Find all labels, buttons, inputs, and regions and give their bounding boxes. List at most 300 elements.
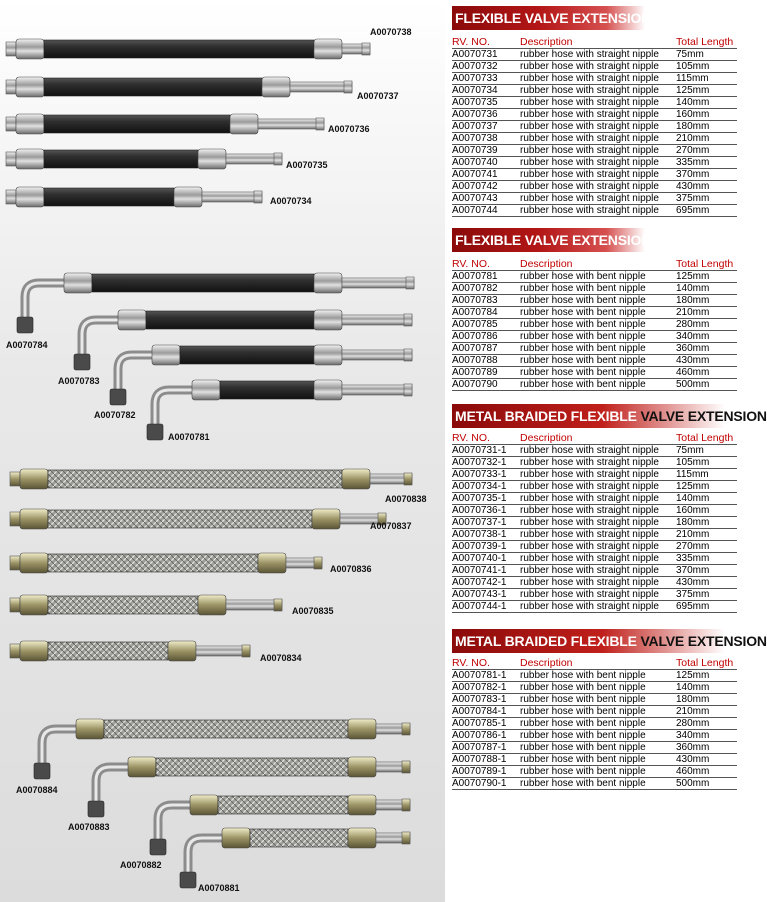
ferrule (190, 795, 218, 815)
description-cell: rubber hose with straight nipple (520, 49, 676, 61)
table-row (452, 271, 737, 283)
valve-cap (274, 599, 282, 611)
hose-body (220, 381, 314, 399)
ferrule (192, 380, 220, 400)
rv-no-cell: A0070784-1 (452, 706, 520, 718)
table-row (452, 283, 737, 295)
product-code: A0070883 (68, 822, 110, 832)
length-cell: 460mm (676, 367, 737, 379)
description-cell: rubber hose with straight nipple (520, 553, 676, 565)
rv-no-cell: A0070744 (452, 205, 520, 217)
ferrule (152, 345, 180, 365)
description-cell: rubber hose with straight nipple (520, 61, 676, 73)
section-braided-bent (452, 629, 767, 790)
section-title-b: VALVE EXTENSION (640, 633, 767, 649)
table-row (452, 694, 737, 706)
ferrule (222, 828, 250, 848)
product-code: A0070884 (16, 785, 58, 795)
table-row (452, 730, 737, 742)
table-row (452, 706, 737, 718)
table-row (452, 505, 737, 517)
description-cell: rubber hose with bent nipple (520, 742, 676, 754)
rv-no-cell: A0070784 (452, 307, 520, 319)
product-code: A0070835 (292, 606, 334, 616)
rv-no-cell: A0070788 (452, 355, 520, 367)
col-rv-no: RV. NO. (452, 37, 520, 49)
hose-body (44, 115, 230, 133)
length-cell: 140mm (676, 283, 737, 295)
valve-cap (402, 723, 410, 735)
length-cell: 360mm (676, 343, 737, 355)
hose-body (44, 188, 174, 206)
length-cell: 430mm (676, 181, 737, 193)
spec-table (452, 658, 737, 790)
length-cell: 695mm (676, 601, 737, 613)
length-cell: 210mm (676, 706, 737, 718)
rv-no-cell: A0070736-1 (452, 505, 520, 517)
col-rv-no: RV. NO. (452, 433, 520, 445)
valve-cap (406, 277, 414, 289)
length-cell: 105mm (676, 457, 737, 469)
table-row (452, 97, 737, 109)
table-row (452, 682, 737, 694)
valve-cap (402, 761, 410, 773)
rv-no-cell: A0070732-1 (452, 457, 520, 469)
rv-no-cell: A0070742-1 (452, 577, 520, 589)
ferrule (314, 380, 342, 400)
length-cell: 75mm (676, 445, 737, 457)
section-braided-straight (452, 404, 767, 613)
rv-no-cell: A0070732 (452, 61, 520, 73)
table-row (452, 742, 737, 754)
description-cell: rubber hose with straight nipple (520, 469, 676, 481)
end-nut (10, 512, 20, 526)
hose-body (44, 150, 198, 168)
valve-cap (242, 645, 250, 657)
table-row (452, 553, 737, 565)
valve-stem (342, 315, 412, 325)
description-cell: rubber hose with bent nipple (520, 670, 676, 682)
valve-cap (404, 473, 412, 485)
col-total-length: Total Length (676, 658, 737, 670)
hose-body (48, 642, 168, 660)
section-flexible-bent (452, 228, 737, 391)
table-row (452, 295, 737, 307)
section-title (452, 629, 767, 653)
table-row (452, 169, 737, 181)
hose-body (180, 346, 314, 364)
hose-body (218, 796, 348, 814)
valve-stem (258, 119, 324, 129)
description-cell: rubber hose with straight nipple (520, 481, 676, 493)
table-row (452, 193, 737, 205)
length-cell: 180mm (676, 121, 737, 133)
description-cell: rubber hose with bent nipple (520, 319, 676, 331)
table-row (452, 577, 737, 589)
product-code: A0070882 (120, 860, 162, 870)
rv-no-cell: A0070739-1 (452, 541, 520, 553)
product-code: A0070881 (198, 883, 240, 893)
end-nut (6, 42, 16, 56)
hose-body (146, 311, 314, 329)
end-nut (6, 117, 16, 131)
valve-cap (344, 81, 352, 93)
col-description: Description (520, 433, 676, 445)
length-cell: 370mm (676, 565, 737, 577)
length-cell: 280mm (676, 319, 737, 331)
rv-no-cell: A0070735-1 (452, 493, 520, 505)
rv-no-cell: A0070740 (452, 157, 520, 169)
description-cell: rubber hose with bent nipple (520, 307, 676, 319)
description-cell: rubber hose with straight nipple (520, 85, 676, 97)
length-cell: 160mm (676, 109, 737, 121)
length-cell: 140mm (676, 97, 737, 109)
table-row (452, 601, 737, 613)
length-cell: 115mm (676, 469, 737, 481)
valve-stem (342, 278, 414, 288)
product-code: A0070834 (260, 653, 302, 663)
rv-no-cell: A0070736 (452, 109, 520, 121)
spec-table (452, 259, 737, 391)
description-cell: rubber hose with bent nipple (520, 718, 676, 730)
table-row (452, 121, 737, 133)
length-cell: 140mm (676, 493, 737, 505)
section-title (452, 404, 767, 428)
length-cell: 460mm (676, 766, 737, 778)
description-cell: rubber hose with bent nipple (520, 766, 676, 778)
table-row (452, 718, 737, 730)
hose-body (92, 274, 314, 292)
table-row (452, 541, 737, 553)
description-cell: rubber hose with straight nipple (520, 109, 676, 121)
rv-no-cell: A0070733-1 (452, 469, 520, 481)
valve-stem (342, 350, 412, 360)
valve-stem (342, 385, 412, 395)
length-cell: 335mm (676, 157, 737, 169)
ferrule (20, 595, 48, 615)
description-cell: rubber hose with bent nipple (520, 355, 676, 367)
ferrule (118, 310, 146, 330)
table-row (452, 157, 737, 169)
description-cell: rubber hose with bent nipple (520, 271, 676, 283)
rv-no-cell: A0070741-1 (452, 565, 520, 577)
table-header-row (452, 37, 737, 49)
description-cell: rubber hose with bent nipple (520, 778, 676, 790)
description-cell: rubber hose with straight nipple (520, 73, 676, 85)
description-cell: rubber hose with straight nipple (520, 193, 676, 205)
length-cell: 160mm (676, 505, 737, 517)
table-row (452, 754, 737, 766)
hex-nut (110, 389, 126, 405)
table-row (452, 205, 737, 217)
length-cell: 125mm (676, 85, 737, 97)
description-cell: rubber hose with straight nipple (520, 505, 676, 517)
description-cell: rubber hose with bent nipple (520, 343, 676, 355)
description-cell: rubber hose with bent nipple (520, 379, 676, 391)
section-title: FLEXIBLE VALVE EXTENSION (452, 6, 645, 30)
ferrule (16, 39, 44, 59)
ferrule (342, 469, 370, 489)
rv-no-cell: A0070789 (452, 367, 520, 379)
end-nut (10, 472, 20, 486)
ferrule (20, 469, 48, 489)
description-cell: rubber hose with straight nipple (520, 181, 676, 193)
rv-no-cell: A0070737-1 (452, 517, 520, 529)
rv-no-cell: A0070743-1 (452, 589, 520, 601)
ferrule (16, 114, 44, 134)
rv-no-cell: A0070744-1 (452, 601, 520, 613)
rv-no-cell: A0070731 (452, 49, 520, 61)
table-row (452, 319, 737, 331)
table-row (452, 457, 737, 469)
ferrule (198, 595, 226, 615)
ferrule (314, 310, 342, 330)
hose-body (156, 758, 348, 776)
hose-body (250, 829, 348, 847)
length-cell: 270mm (676, 541, 737, 553)
ferrule (20, 641, 48, 661)
table-row (452, 670, 737, 682)
rv-no-cell: A0070742 (452, 181, 520, 193)
col-description: Description (520, 259, 676, 271)
ferrule (314, 345, 342, 365)
description-cell: rubber hose with straight nipple (520, 517, 676, 529)
description-cell: rubber hose with bent nipple (520, 331, 676, 343)
length-cell: 125mm (676, 670, 737, 682)
table-row (452, 379, 737, 391)
valve-cap (254, 191, 262, 203)
length-cell: 210mm (676, 529, 737, 541)
valve-cap (402, 832, 410, 844)
valve-cap (362, 43, 370, 55)
end-nut (6, 190, 16, 204)
description-cell: rubber hose with straight nipple (520, 589, 676, 601)
hex-nut (74, 354, 90, 370)
product-code: A0070784 (6, 340, 48, 350)
col-description: Description (520, 37, 676, 49)
table-row (452, 355, 737, 367)
description-cell: rubber hose with bent nipple (520, 754, 676, 766)
hex-nut (180, 872, 196, 888)
rv-no-cell: A0070781 (452, 271, 520, 283)
length-cell: 375mm (676, 589, 737, 601)
rv-no-cell: A0070733 (452, 73, 520, 85)
section-title-b: VALVE EXTENSION (640, 408, 767, 424)
table-row (452, 469, 737, 481)
description-cell: rubber hose with bent nipple (520, 295, 676, 307)
length-cell: 210mm (676, 307, 737, 319)
ferrule (312, 509, 340, 529)
end-nut (10, 598, 20, 612)
ferrule (76, 719, 104, 739)
description-cell: rubber hose with straight nipple (520, 445, 676, 457)
length-cell: 695mm (676, 205, 737, 217)
description-cell: rubber hose with straight nipple (520, 169, 676, 181)
table-row (452, 367, 737, 379)
section-flexible-straight (452, 6, 737, 217)
length-cell: 180mm (676, 517, 737, 529)
rv-no-cell: A0070781-1 (452, 670, 520, 682)
product-code: A0070736 (328, 124, 370, 134)
rv-no-cell: A0070783 (452, 295, 520, 307)
table-row (452, 517, 737, 529)
hex-nut (150, 839, 166, 855)
description-cell: rubber hose with straight nipple (520, 145, 676, 157)
section-title-a: METAL BRAIDED FLEXIBLE (455, 633, 641, 649)
hose-body (44, 40, 314, 58)
length-cell: 180mm (676, 694, 737, 706)
table-row (452, 61, 737, 73)
description-cell: rubber hose with straight nipple (520, 121, 676, 133)
ferrule (314, 39, 342, 59)
hose-body (48, 554, 258, 572)
description-cell: rubber hose with straight nipple (520, 541, 676, 553)
section-title-a: METAL BRAIDED FLEXIBLE (455, 408, 641, 424)
hose-body (44, 78, 262, 96)
end-nut (6, 152, 16, 166)
spec-table (452, 433, 737, 613)
length-cell: 335mm (676, 553, 737, 565)
description-cell: rubber hose with bent nipple (520, 730, 676, 742)
length-cell: 430mm (676, 754, 737, 766)
description-cell: rubber hose with bent nipple (520, 694, 676, 706)
rv-no-cell: A0070743 (452, 193, 520, 205)
table-header-row (452, 658, 737, 670)
table-row (452, 181, 737, 193)
table-row (452, 493, 737, 505)
rv-no-cell: A0070788-1 (452, 754, 520, 766)
product-code: A0070837 (370, 521, 412, 531)
ferrule (16, 187, 44, 207)
product-code: A0070738 (370, 27, 412, 37)
table-row (452, 481, 737, 493)
description-cell: rubber hose with straight nipple (520, 577, 676, 589)
valve-cap (404, 384, 412, 396)
valve-stem (226, 600, 282, 610)
ferrule (20, 553, 48, 573)
product-code: A0070737 (357, 91, 399, 101)
ferrule (348, 757, 376, 777)
end-nut (10, 556, 20, 570)
col-total-length: Total Length (676, 259, 737, 271)
end-nut (10, 644, 20, 658)
length-cell: 340mm (676, 730, 737, 742)
table-row (452, 331, 737, 343)
length-cell: 370mm (676, 169, 737, 181)
rv-no-cell: A0070786-1 (452, 730, 520, 742)
ferrule (230, 114, 258, 134)
section-title: FLEXIBLE VALVE EXTENSION (452, 228, 645, 252)
valve-cap (404, 349, 412, 361)
rv-no-cell: A0070782 (452, 283, 520, 295)
col-description: Description (520, 658, 676, 670)
length-cell: 375mm (676, 193, 737, 205)
product-code: A0070734 (270, 196, 312, 206)
table-header-row (452, 259, 737, 271)
rv-no-cell: A0070731-1 (452, 445, 520, 457)
valve-cap (316, 118, 324, 130)
length-cell: 280mm (676, 718, 737, 730)
valve-stem (290, 82, 352, 92)
ferrule (64, 273, 92, 293)
valve-cap (402, 799, 410, 811)
ferrule (128, 757, 156, 777)
ferrule (20, 509, 48, 529)
end-nut (6, 80, 16, 94)
table-row (452, 133, 737, 145)
product-code: A0070838 (385, 494, 427, 504)
description-cell: rubber hose with straight nipple (520, 133, 676, 145)
rv-no-cell: A0070786 (452, 331, 520, 343)
length-cell: 360mm (676, 742, 737, 754)
ferrule (198, 149, 226, 169)
table-row (452, 565, 737, 577)
rv-no-cell: A0070735 (452, 97, 520, 109)
rv-no-cell: A0070734-1 (452, 481, 520, 493)
ferrule (348, 795, 376, 815)
rv-no-cell: A0070739 (452, 145, 520, 157)
description-cell: rubber hose with straight nipple (520, 97, 676, 109)
ferrule (348, 719, 376, 739)
table-row (452, 307, 737, 319)
hex-nut (88, 801, 104, 817)
table-row (452, 73, 737, 85)
rv-no-cell: A0070740-1 (452, 553, 520, 565)
description-cell: rubber hose with straight nipple (520, 565, 676, 577)
rv-no-cell: A0070737 (452, 121, 520, 133)
length-cell: 105mm (676, 61, 737, 73)
rv-no-cell: A0070734 (452, 85, 520, 97)
rv-no-cell: A0070789-1 (452, 766, 520, 778)
hex-nut (147, 424, 163, 440)
col-rv-no: RV. NO. (452, 259, 520, 271)
col-rv-no: RV. NO. (452, 658, 520, 670)
hose-body (48, 510, 312, 528)
length-cell: 270mm (676, 145, 737, 157)
rv-no-cell: A0070785-1 (452, 718, 520, 730)
table-row (452, 145, 737, 157)
table-row (452, 109, 737, 121)
ferrule (168, 641, 196, 661)
hose-body (48, 596, 198, 614)
product-code: A0070836 (330, 564, 372, 574)
product-code: A0070783 (58, 376, 100, 386)
rv-no-cell: A0070787 (452, 343, 520, 355)
table-row (452, 343, 737, 355)
length-cell: 180mm (676, 295, 737, 307)
product-code: A0070735 (286, 160, 328, 170)
description-cell: rubber hose with straight nipple (520, 205, 676, 217)
length-cell: 115mm (676, 73, 737, 85)
rv-no-cell: A0070738 (452, 133, 520, 145)
valve-cap (274, 153, 282, 165)
rv-no-cell: A0070785 (452, 319, 520, 331)
length-cell: 430mm (676, 355, 737, 367)
length-cell: 125mm (676, 271, 737, 283)
description-cell: rubber hose with straight nipple (520, 529, 676, 541)
ferrule (16, 149, 44, 169)
valve-cap (314, 557, 322, 569)
col-total-length: Total Length (676, 433, 737, 445)
col-total-length: Total Length (676, 37, 737, 49)
rv-no-cell: A0070790 (452, 379, 520, 391)
length-cell: 500mm (676, 379, 737, 391)
ferrule (174, 187, 202, 207)
rv-no-cell: A0070790-1 (452, 778, 520, 790)
description-cell: rubber hose with bent nipple (520, 283, 676, 295)
ferrule (258, 553, 286, 573)
hex-nut (34, 763, 50, 779)
